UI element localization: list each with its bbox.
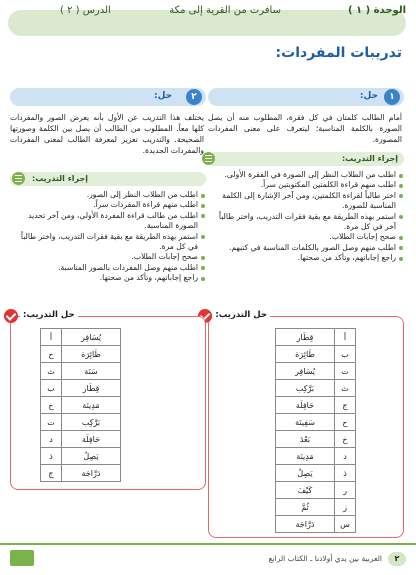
table-row: أ قِطَار	[276, 329, 356, 346]
exercise2-number: ٢	[186, 89, 202, 105]
lesson-number: الدرس ( ٢ )	[60, 5, 111, 16]
exercise1-procedure-label: إجراء التدريب:	[341, 154, 398, 163]
table-row: خ بَعْدَ	[276, 431, 356, 448]
exercise1-number: ١	[384, 89, 400, 105]
step-item: راجع إجاباتهم، وتأكد من صحتها.	[10, 273, 206, 283]
table-row: د مَدِينَة	[276, 448, 356, 465]
page-number: ٢	[388, 552, 406, 566]
lesson-title: سافرت من القرية إلى مكة	[169, 5, 281, 16]
table-row: س دَرَّاجَة	[276, 516, 356, 533]
step-item: اطلب منهم قراءة الكلمتين المكتوبتين سراً.	[208, 180, 404, 190]
check-icon	[4, 309, 18, 323]
step-item: راجع إجاباتهم، وتأكد من صحتها.	[208, 253, 404, 263]
table-row: ذ يَصِلُ	[276, 465, 356, 482]
step-item: اطلب من الطلاب النظر إلى الصورة في الفقرة الأولى.	[208, 170, 404, 180]
table-row: يُسَافِر أ	[41, 329, 121, 346]
step-item: استمر بهذه الطريقة مع بقية فقرات التدريب، واختر طالباً آخر في كل مرة.	[208, 212, 404, 233]
table-row: ت يُسَافِر	[276, 363, 356, 380]
book-logo-icon	[10, 550, 34, 566]
book-title: العربية بين يدي أولادنا ـ الكتاب الرابع	[268, 554, 382, 563]
exercise2-procedure-label: إجراء التدريب:	[32, 174, 89, 183]
step-item: اطلب منهم قراءة المفردات سراً.	[10, 200, 206, 210]
footer-divider	[0, 543, 416, 545]
step-item: اطلب من طالب قراءة المفردة الأولى، ومن آخر تحديد الصورة المناسبة.	[10, 211, 206, 232]
table-row: مَدِينَة خ	[41, 397, 121, 414]
table-row: ح سَفِينَة	[276, 414, 356, 431]
exercise1-intro: أمام الطالب كلمتان في كل فقرة، المطلوب منه أن يصل الصورة بالكلمة المناسبة؛ ليتعرف على معنى المفردات المصورة.	[208, 113, 402, 144]
step-item: اطلب من الطلاب النظر إلى الصور.	[10, 190, 206, 200]
table-row: طَائِرَة ح	[41, 346, 121, 363]
table-row: قِطَار ب	[41, 380, 121, 397]
table-row: ج حَافِلَة	[276, 397, 356, 414]
exercise1-steps	[208, 170, 404, 264]
table-row: سَنَة ث	[41, 363, 121, 380]
step-item: اختر طالباً لقراءة الكلمتين، ومن آخر الإشارة إلى الكلمة المناسبة للصورة.	[208, 191, 404, 212]
step-item: اطلب منهم وصل المفردات بالصور المناسبة.	[10, 263, 206, 273]
exercise2-steps	[10, 190, 206, 284]
exercise1-solution-table	[275, 328, 356, 533]
table-row: بَرَّكِب ت	[41, 414, 121, 431]
table-row: ث بَرَّكِب	[276, 380, 356, 397]
table-row: ر كَيْفَ	[276, 482, 356, 499]
exercise2-intro: يختلف هذا التدريب عن الأول بأنه يعرض الصور والمفردات كلها معاً. المطلوب من الطالب أن يصل بين الكلمة وصورتها الصحيحة. والتدريب تعزيز لمعرفة الطالب لمعنى المفردات والمفردات الجديدة.	[10, 113, 204, 155]
exercise2-solution-label: حل التدريب:	[20, 310, 78, 320]
exercise2-solution-table	[40, 328, 121, 482]
step-item: استمر بهذه الطريقة مع بقية فقرات التدريب، واختر طالباً في كل مرة.	[10, 232, 206, 253]
unit-label: الوحدة ( ١ )	[347, 5, 406, 16]
table-row: يَصِلُ ذ	[41, 448, 121, 465]
step-item: صحح إجابات الطلاب.	[208, 232, 404, 242]
table-row: دَرَّاجَة ج	[41, 465, 121, 482]
section-title: تدريبات المفردات:	[275, 45, 402, 61]
table-row: حَافِلَة د	[41, 431, 121, 448]
step-item: صحح إجابات الطلاب.	[10, 252, 206, 262]
list-icon	[12, 172, 25, 185]
exercise2-label: حل:	[154, 91, 173, 101]
exercise1-solution-label: حل التدريب:	[212, 310, 270, 320]
table-row: ب طَائِرَة	[276, 346, 356, 363]
exercise2-header	[10, 88, 206, 106]
table-row: ز ثُمَّ	[276, 499, 356, 516]
exercise1-label: حل:	[359, 91, 378, 101]
step-item: اطلب منهم وصل الصور بالكلمات المناسبة في كتبهم.	[208, 243, 404, 253]
